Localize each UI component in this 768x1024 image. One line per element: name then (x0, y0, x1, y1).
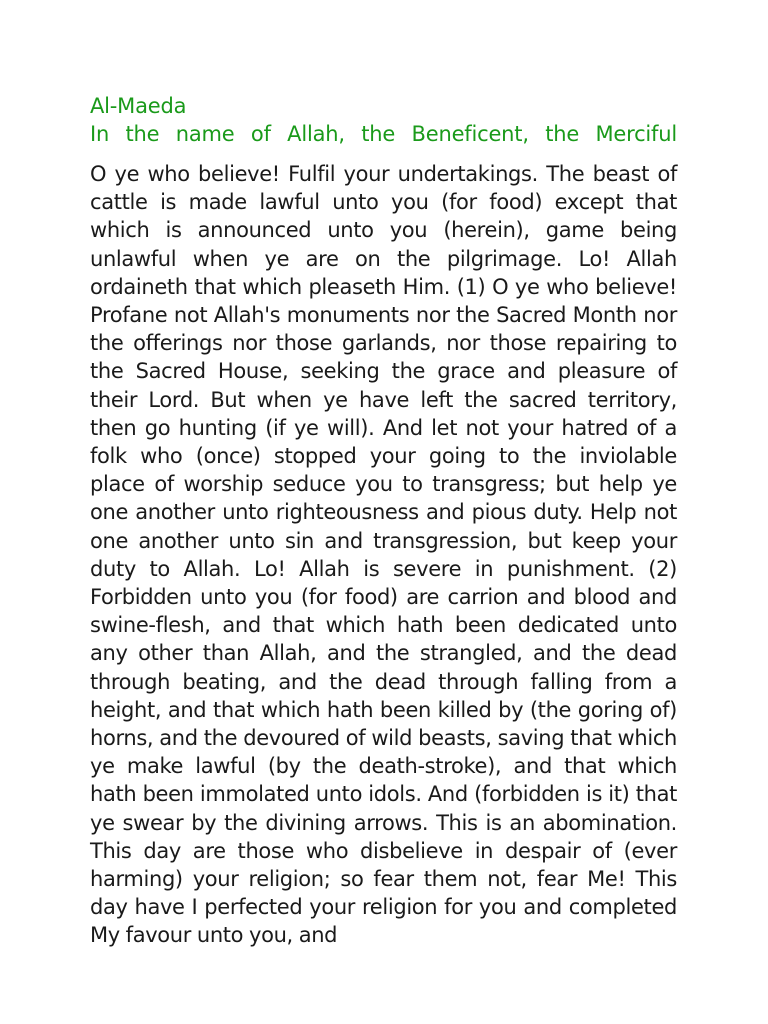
document-page (90, 92, 677, 950)
body-paragraph: O ye who believe! Fulfil your undertakings. The beast of cattle is made lawful unto you (for food) except that which is announced unto you (herein), game being unlawful when ye are on the pilgrimage. Lo! Allah ordaineth that which pleaseth Him. (1) O ye who believe! Profane not Allah's monuments nor the Sacred Month nor the offerings nor those garlands, nor those repairing to the Sacred House, seeking the grace and pleasure of their Lord. But when ye have left the sacred territory, then go hunting (if ye will). And let not your hatred of a folk who (once) stopped your going to the inviolable place of worship seduce you to transgress; but help ye one another unto righteousness and pious duty. Help not one another unto sin and transgression, but keep your duty to Allah. Lo! Allah is severe in punishment. (2) Forbidden unto you (for food) are carrion and blood and swine-flesh, and that which hath been dedicated unto any other than Allah, and the strangled, and the dead through beating, and the dead through falling from a height, and that which hath been killed by (the goring of) horns, and the devoured of wild beasts, saving that which ye make lawful (by the death-stroke), and that which hath been immolated unto idols. And (forbidden is it) that ye swear by the divining arrows. This is an abomination. This day are those who disbelieve in despair of (ever harming) your religion; so fear them not, fear Me! This day have I perfected your religion for you and completed My favour unto you, and (90, 162, 677, 948)
invocation-line: In the name of Allah, the Beneficent, the Merciful (90, 122, 677, 146)
chapter-title: Al-Maeda (90, 94, 187, 118)
